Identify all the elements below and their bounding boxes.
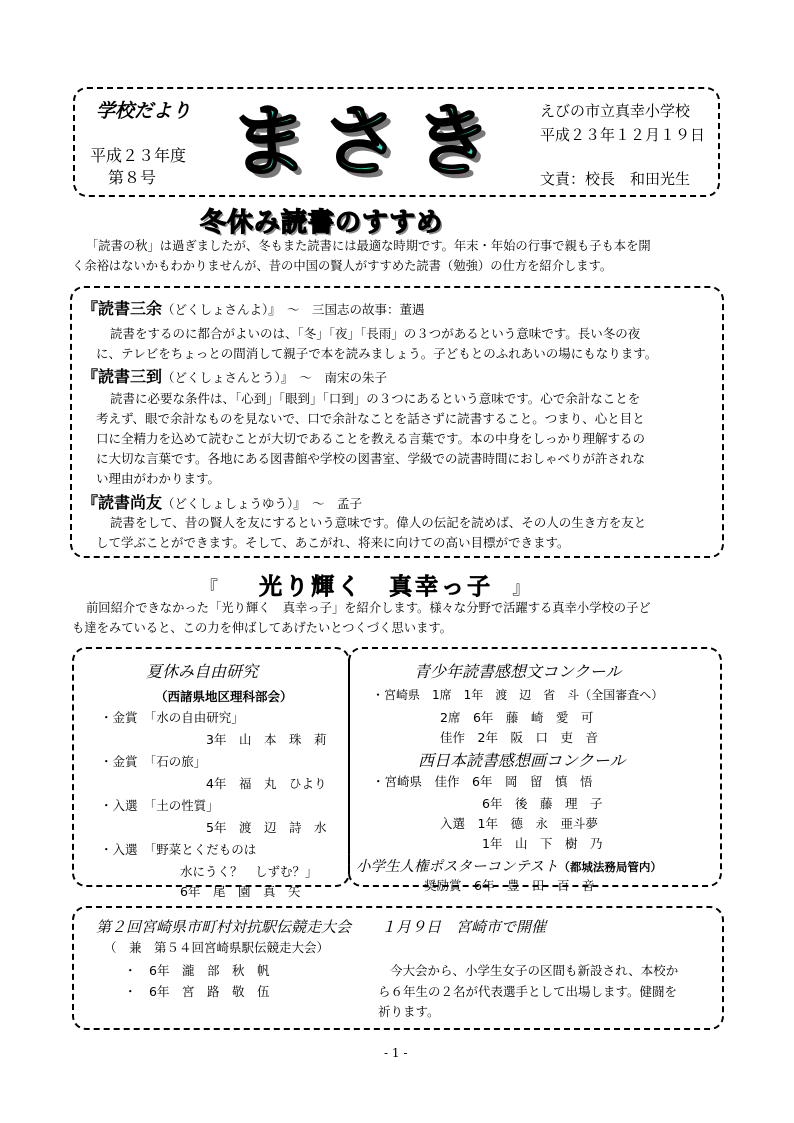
- summer-row-2: 3年 山 本 珠 莉: [206, 732, 327, 747]
- method-reading: （どくしょさんよ）』 ～ 三国志の故事：董遇: [162, 302, 425, 317]
- method-2-line-1: 読書に必要な条件は、「心到」「眼到」「口到」の３つにあるという意味です。心で余計なことを: [110, 391, 641, 406]
- ekiden-runner-1: ・ 6年 瀧 部 秋 帆: [124, 963, 270, 978]
- drawing-row-4: 1年 山 下 樹 乃: [482, 836, 603, 851]
- shine-bracket-close: 』: [512, 578, 531, 599]
- summer-row-8: 水にうく？ しずむ？」: [180, 864, 318, 879]
- ekiden-text-line-3: 祈ります。: [378, 1004, 440, 1019]
- method-title: 『読書尚友: [82, 493, 163, 512]
- shine-heading: [200, 568, 530, 601]
- method-title: 『読書三到: [82, 367, 163, 386]
- method-2-line-5: い理由がわかります。: [96, 471, 221, 486]
- school-name: えびの市立真幸小学校: [540, 102, 691, 120]
- winter-intro-line-1: 「読書の秋」は過ぎましたが、冬もまた読書には最適な時期です。年末・年始の行事で親も子も本を開: [86, 239, 651, 253]
- shine-intro-line-1: 前回紹介できなかった「光り輝く 真幸っ子」を紹介します。様々な分野で活躍する真幸小学校の子ど: [86, 601, 651, 615]
- method-title: 『読書三余: [82, 299, 163, 318]
- essay-row-2: 2席 6年 藤 崎 愛 可: [440, 710, 594, 725]
- summer-research-subtitle: （西諸県地区理科部会）: [155, 689, 293, 704]
- ekiden-title: 第２回宮崎県市町村対抗駅伝競走大会 １月９日 宮崎市で開催: [96, 918, 547, 936]
- method-heading-1: [82, 296, 425, 319]
- summer-row-6: 5年 渡 辺 詩 水: [206, 820, 327, 835]
- method-2-line-4: に大切な言葉です。各地にある図書館や学校の図書室、学級での読書時間におしゃべりが許されな: [96, 451, 646, 466]
- ekiden-text-line-2: ら６年生の２名が代表選手として出場します。健闘を: [378, 984, 678, 999]
- poster-contest-note: （都城法務局管内）: [558, 860, 662, 874]
- summer-row-5: ・入選 「土の性質」: [100, 798, 219, 813]
- drawing-row-3: 入選 1年 德 永 亜斗夢: [440, 816, 598, 831]
- shine-bracket-open: 『: [200, 578, 218, 599]
- summer-row-1: ・金賞 「水の自由研究」: [100, 710, 244, 725]
- ekiden-subtitle: （ 兼 第５４回宮崎県駅伝競走大会）: [104, 940, 330, 955]
- ekiden-runner-2: ・ 6年 宮 路 敬 伍: [124, 984, 270, 999]
- method-2-line-3: 口に全精力を込めて読むことが大切であることを教える言葉です。本の中身をしっかり理解するの: [96, 431, 646, 446]
- method-heading-3: [82, 490, 362, 513]
- method-1-line-2: に、テレビをちょっとの間消して親子で本を読みましょう。子どもとのふれあいの場にもなります。: [96, 346, 658, 361]
- issue-date: 平成２３年１２月１９日: [540, 126, 706, 144]
- method-3-line-1: 読書をして、昔の賢人を友にするという意味です。偉人の伝記を読めば、その人の生き方を友と: [110, 515, 647, 530]
- summer-research-title: 夏休み自由研究: [146, 662, 259, 681]
- issue-number: 第８号: [108, 168, 157, 187]
- ekiden-text-line-1: 今大会から、小学生女子の区間も新設され、本校か: [390, 963, 679, 978]
- method-heading-2: [82, 364, 387, 387]
- method-1-line-1: 読書をするのに都合がよいのは、「冬」「夜」「長雨」の３つがあるという意味です。長い冬の夜: [110, 326, 641, 341]
- poster-contest-name: 小学生人権ポスターコンテスト: [356, 859, 559, 875]
- method-reading: （どくしょさんとう）』 ～ 南宋の朱子: [162, 370, 388, 385]
- drawing-contest-title: 西日本読書感想画コンクール: [418, 751, 626, 770]
- newsletter-title: まさき: [230, 97, 507, 187]
- summer-row-3: ・金賞 「石の旅」: [100, 754, 207, 769]
- method-3-line-2: して学ぶことができます。そして、あこがれ、将来に向けての高い目標ができます。: [96, 535, 570, 550]
- author: 文責：校長 和田光生: [540, 170, 691, 188]
- winter-heading: 冬休み読書のすすめ: [200, 208, 444, 238]
- school-news-label: 学校だより: [96, 100, 192, 122]
- school-year: 平成２３年度: [90, 146, 187, 165]
- drawing-row-1: ・宮崎県 佳作 6年 岡 留 慎 悟: [372, 774, 593, 789]
- poster-row-1: 奨励賞 6年 豊 田 百 音: [424, 878, 595, 893]
- winter-intro-line-2: く余裕はないかもわかりませんが、昔の中国の賢人がすすめた読書（勉強）の仕方を紹介します。: [72, 259, 613, 273]
- shine-title: 光り輝く 真幸っ子: [259, 574, 494, 600]
- summer-row-4: 4年 福 丸 ひより: [206, 776, 327, 791]
- shine-intro-line-2: も達をみていると、この力を伸ばしてあげたいとつくづく思います。: [72, 621, 452, 635]
- method-reading: （どくしょしょうゆう）』 ～ 孟子: [162, 496, 363, 511]
- essay-contest-title: 青少年読書感想文コンクール: [414, 662, 622, 681]
- summer-row-9: 6年 尾 園 真 矢: [180, 884, 301, 899]
- essay-row-1: ・宮崎県 1席 1年 渡 辺 省 斗（全国審査へ）: [372, 688, 664, 702]
- essay-row-3: 佳作 2年 阪 口 吏 音: [440, 730, 598, 745]
- page-number: - 1 -: [384, 1046, 408, 1060]
- poster-contest-title: [356, 855, 662, 876]
- method-2-line-2: 考えず、眼で余計なものを見ないで、口で余計なことを話さずに読書すること。つまり、心と目と: [96, 411, 645, 426]
- summer-row-7: ・入選 「野菜とくだものは: [100, 842, 257, 857]
- drawing-row-2: 6年 後 藤 理 子: [482, 796, 603, 811]
